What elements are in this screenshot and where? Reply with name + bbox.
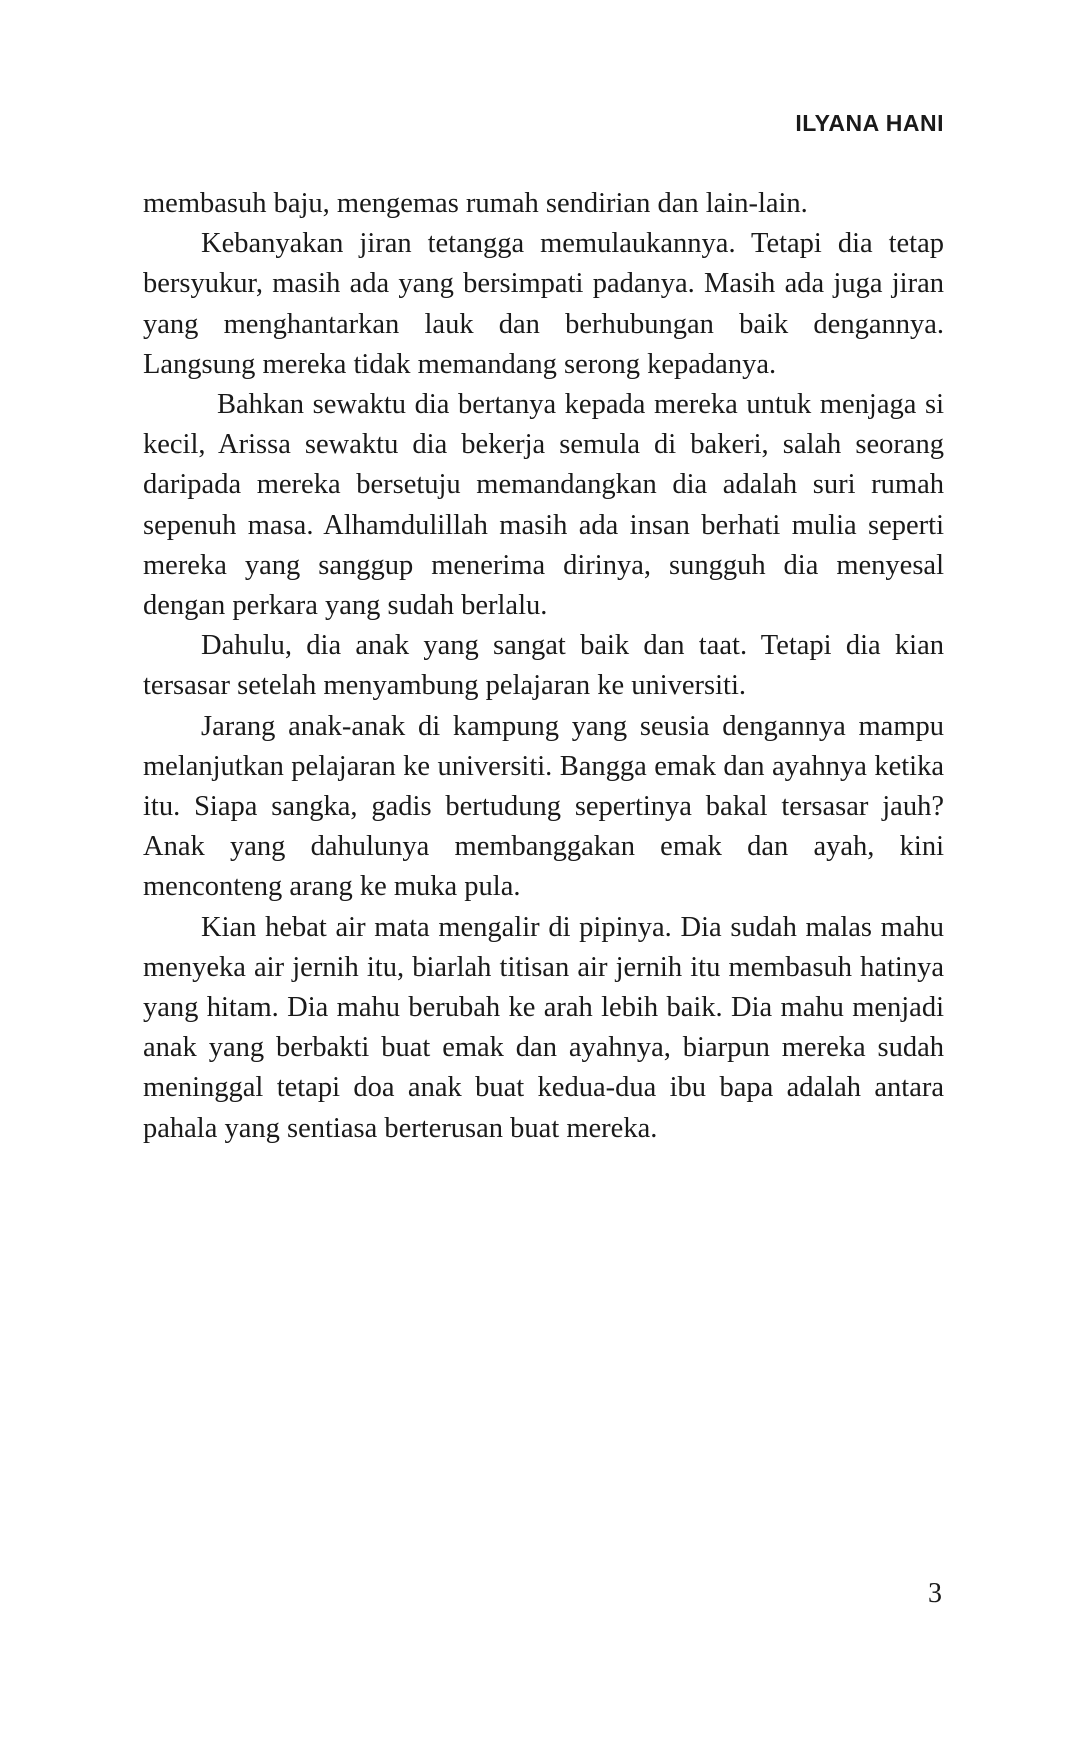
paragraph: Bahkan sewaktu dia bertanya kepada mereka untuk menjaga si kecil, Arissa sewaktu dia bekerja semula di bakeri, salah seorang daripada mereka bersetuju memandangkan dia adalah suri rumah sepenuh masa. Alhamdulillah masih ada insan berhati mulia seperti mereka yang sanggup menerima dirinya, sungguh dia menyesal dengan perkara yang sudah berlalu. xyxy=(143,389,944,622)
body-text xyxy=(143,184,944,1149)
paragraph: Jarang anak-anak di kampung yang seusia dengannya mampu melanjutkan pelajaran ke universiti. Bangga emak dan ayahnya ketika itu. Siapa sangka, gadis bertudung sepertinya bakal tersasar jauh? Anak yang dahulunya membanggakan emak dan ayah, kini menconteng arang ke muka pula. xyxy=(143,710,944,903)
paragraph-continued: membasuh baju, mengemas rumah sendirian dan lain-lain. xyxy=(143,188,808,219)
paragraph: Kebanyakan jiran tetangga memulaukannya. Tetapi dia tetap bersyukur, masih ada yang bersimpati padanya. Masih ada juga jiran yang menghantarkan lauk dan berhubungan baik dengannya. Langsung mereka tidak memandang serong kepadanya. xyxy=(143,228,944,380)
running-header-author: ILYANA HANI xyxy=(795,110,944,136)
page-number: 3 xyxy=(928,1578,942,1609)
paragraph: Dahulu, dia anak yang sangat baik dan taat. Tetapi dia kian tersasar setelah menyambung pelajaran ke universiti. xyxy=(143,630,944,702)
paragraph: Kian hebat air mata mengalir di pipinya. Dia sudah malas mahu menyeka air jernih itu, biarlah titisan air jernih itu membasuh hatinya yang hitam. Dia mahu berubah ke arah lebih baik. Dia mahu menjadi anak yang berbakti buat emak dan ayahnya, biarpun mereka sudah meninggal tetapi doa anak buat kedua-dua ibu bapa adalah antara pahala yang sentiasa berterusan buat mereka. xyxy=(143,911,944,1144)
